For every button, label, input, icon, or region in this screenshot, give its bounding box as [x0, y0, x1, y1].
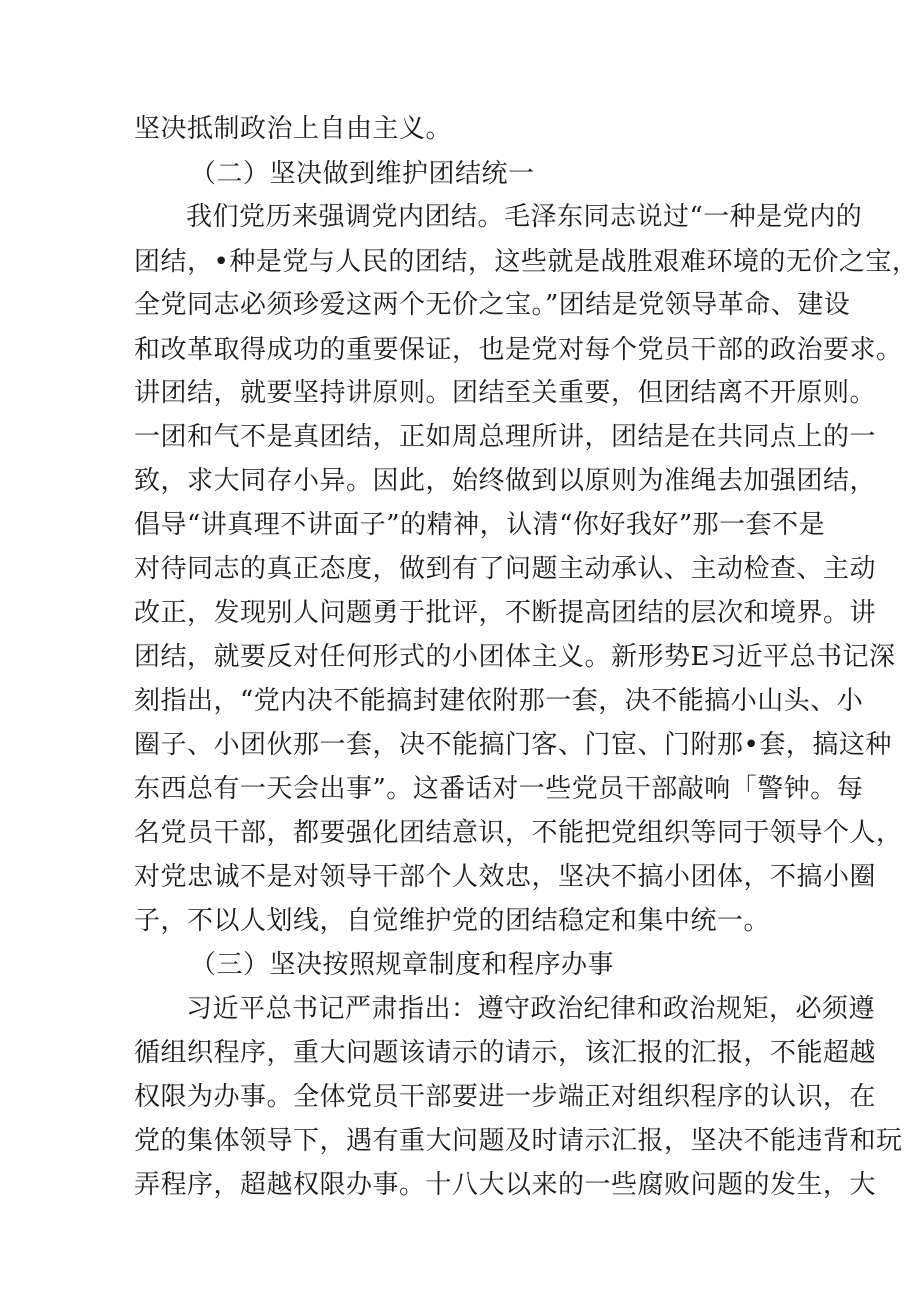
text-line: 一团和气不是真团结，正如周总理所讲，团结是在共同点上的一 — [134, 422, 877, 452]
text-line: 对待同志的真正态度，做到有了问题主动承认、主动检查、主动 — [134, 554, 877, 584]
text-line: 和改革取得成功的重要保证，也是党对每个党员干部的政治要求。 — [134, 335, 903, 365]
section-heading-3: （三）坚决按照规章制度和程序办事 — [190, 950, 615, 980]
text-line: 循组织程序，重大问题该请示的请示，该汇报的汇报，不能超越 — [134, 1038, 877, 1068]
text-line: 弄程序，超越权限办事。十八大以来的一些腐败问题的发生，大 — [134, 1170, 877, 1200]
text-line: 坚决抵制政治上自由主义。 — [134, 114, 453, 144]
text-line: 习近平总书记严肃指出：遵守政治纪律和政治规矩，必须遵 — [186, 994, 876, 1024]
section-heading-2: （二）坚决做到维护团结统一 — [190, 159, 535, 189]
text-line: 子，不以人划线，自觉维护党的团结稳定和集中统一。 — [134, 906, 771, 936]
text-line: 倡导“讲真理不讲面子”的精神，认清“你好我好”那一套不是 — [134, 510, 826, 540]
text-line: 我们党历来强调党内团结。毛泽东同志说过“一种是党内的 — [186, 202, 863, 232]
text-line: 刻指出，“党内决不能搞封建依附那一套，决不能搞小山头、小 — [134, 686, 864, 716]
text-line: 改正，发现别人问题勇于批评，不断提高团结的层次和境界。讲 — [134, 598, 877, 628]
text-line: 全党同志必须珍爱这两个无价之宝。”团结是党领导革命、建设 — [134, 290, 851, 320]
text-line: 东西总有一天会出事”。这番话对一些党员干部敲响「警钟。每 — [134, 774, 864, 804]
text-line: 团结，•种是党与人民的团结，这些就是战胜艰难环境的无价之宝， — [134, 247, 919, 277]
text-line: 党的集体领导下，遇有重大问题及时请示汇报，坚决不能违背和玩 — [134, 1126, 903, 1156]
text-line: 圈子、小团伙那一套，决不能搞门客、门宦、门附那•套，搞这种 — [134, 730, 892, 760]
text-line: 致，求大同存小异。因此，始终做到以原则为准绳去加强团结， — [134, 466, 877, 496]
text-line: 权限为办事。全体党员干部要进一步端正对组织程序的认识，在 — [134, 1082, 877, 1112]
text-line: 讲团结，就要坚持讲原则。团结至关重要，但团结离不开原则。 — [134, 378, 877, 408]
text-line: 名党员干部，都要强化团结意识，不能把党组织等同于领导个人， — [134, 818, 903, 848]
text-line: 对党忠诚不是对领导干部个人效忠，坚决不搞小团体，不搞小圈 — [134, 862, 877, 892]
text-line: 团结，就要反对任何形式的小团体主义。新形势E习近平总书记深 — [134, 642, 896, 672]
